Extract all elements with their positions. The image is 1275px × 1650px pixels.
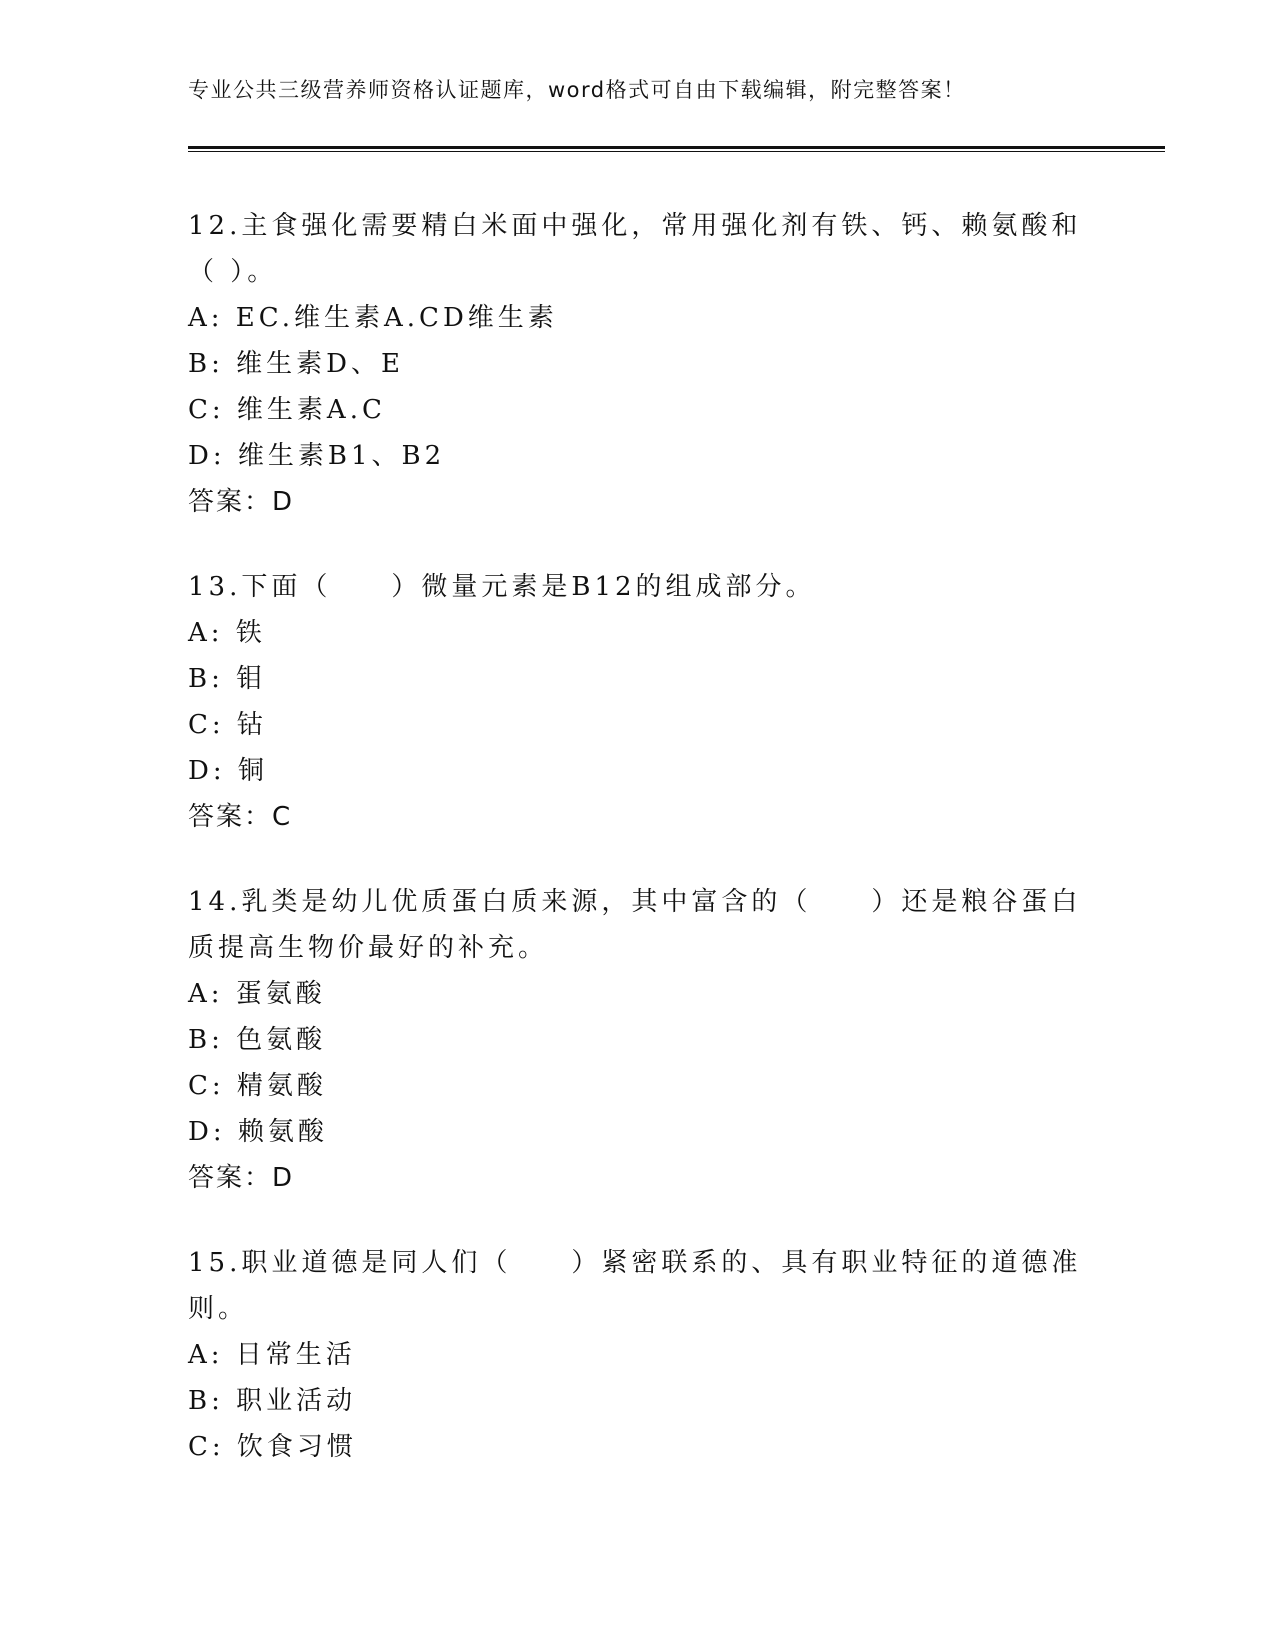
question-stem: 13.下面（ ）微量元素是B12的组成部分。 [188, 572, 816, 602]
option-c: C: 精氨酸 [188, 1071, 327, 1101]
option-c: C: 钴 [188, 710, 267, 740]
question-stem: 15.职业道德是同人们（ ）紧密联系的、具有职业特征的道德准则。 [188, 1248, 1082, 1324]
header-rule-thin [188, 151, 1165, 152]
question-12 [188, 203, 1088, 525]
question-stem: 12.主食强化需要精白米面中强化，常用强化剂有铁、钙、赖氨酸和（ ）。 [188, 211, 1082, 287]
question-stem: 14.乳类是幼儿优质蛋白质来源，其中富含的（ ）还是粮谷蛋白质提高生物价最好的补充。 [188, 887, 1082, 963]
question-list [188, 203, 1088, 1509]
option-a: A: 铁 [188, 618, 266, 648]
answer-line: 答案：D [188, 1163, 295, 1193]
option-b: B: 钼 [188, 664, 267, 694]
option-d: D: 维生素B1、B2 [188, 441, 446, 471]
option-d: D: 铜 [188, 756, 268, 786]
header-rule-thick [188, 146, 1165, 149]
option-a: A: 日常生活 [188, 1340, 356, 1370]
answer-line: 答案：D [188, 487, 295, 517]
question-13 [188, 564, 1088, 840]
question-14 [188, 879, 1088, 1201]
option-b: B: 色氨酸 [188, 1025, 327, 1055]
option-a: A: 蛋氨酸 [188, 979, 326, 1009]
option-d: D: 赖氨酸 [188, 1117, 328, 1147]
option-c: C: 维生素A.C [188, 395, 386, 425]
option-b: B: 职业活动 [188, 1386, 357, 1416]
question-15 [188, 1240, 1088, 1470]
option-a: A: EC.维生素A.CD维生素 [188, 303, 558, 333]
answer-line: 答案：C [188, 802, 293, 832]
page-header: 专业公共三级营养师资格认证题库，word格式可自由下载编辑，附完整答案！ [188, 78, 966, 102]
option-c: C: 饮食习惯 [188, 1432, 357, 1462]
option-b: B: 维生素D、E [188, 349, 404, 379]
